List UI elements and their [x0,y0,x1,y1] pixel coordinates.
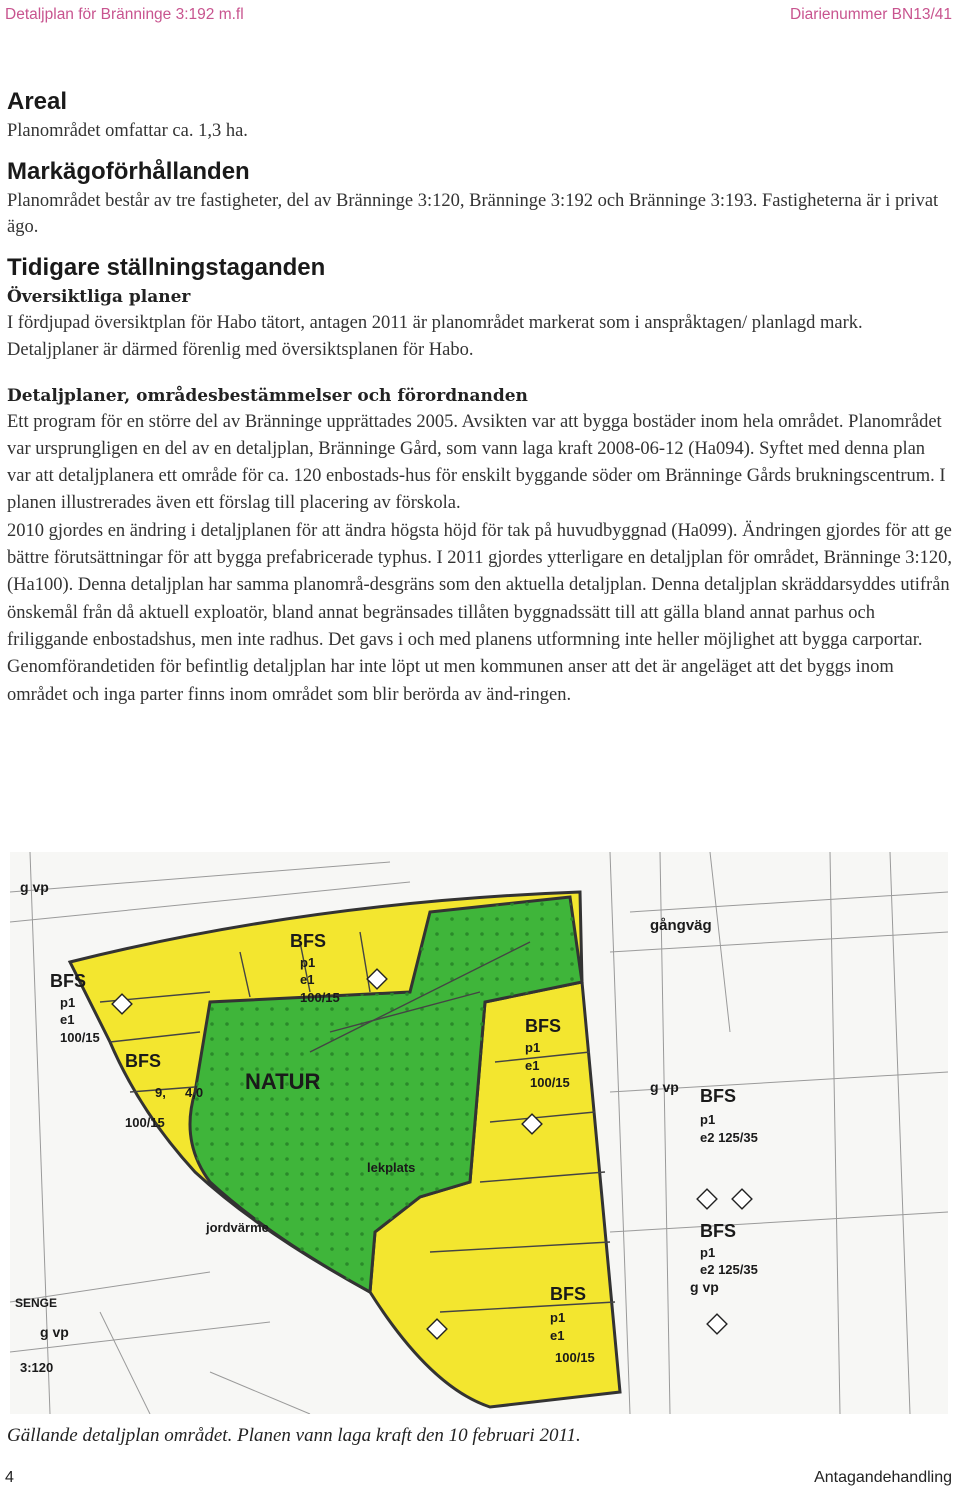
map-label-fastighet: 3:120 [20,1360,54,1375]
map-label-p1-3: p1 [525,1040,541,1055]
map-label-ratio-2: 100/15 [300,990,340,1005]
map-label-e1-2: e1 [300,972,315,987]
map-label-p1-6: p1 [550,1310,566,1325]
map-label-bfs-5: BFS [700,1086,736,1106]
text-detaljplaner-2: 2010 gjordes en ändring i detaljplanen för att ändra högsta höjd för tak på huvudbyggnad (Ha099). Ändringen gjordes för att ge bättre förutsättningar för att bygga prefabricerade typhus. I 2011 gjordes ytterligare en detaljplan för området, Bränninge 3:120, (Ha100). Denna detaljplan har samma planområ-desgräns som den aktuella detaljplan. Denna detaljplan skräddarsyddes utifrån önskemål från då aktuell exploatör, bland annat begränsades tillåten byggnadssätt till att gälla bland annat parhus och friliggande enbostadshus, men inte radhus. Det gavs i och med planens utformning inte heller möjlighet att bygga carportar. Genomförandetiden för befintlig detaljplan har inte löpt ut men kommunen anser att det är angeläget att det byggs inom området och inga parter finns inom området som blir berörda av änd-ringen. [7,520,953,705]
map-label-gangvag: gångväg [650,917,712,934]
map-label-gvp-3: g vp [690,1279,719,1295]
text-markagoforhallanden: Planområdet består av tre fastigheter, del av Bränninge 3:120, Bränninge 3:192 och Bränninge 3:193. Fastigheterna är i privat ägo. [7,191,939,237]
map-label-e2-2: e2 125/35 [700,1262,758,1277]
heading-areal: Areal [7,88,68,115]
map-label-ratio-5: 100/15 [555,1350,595,1365]
map-label-natur: NATUR [245,1069,321,1094]
map-label-senge: SENGE [15,1296,58,1310]
heading-detaljplaner: Detaljplaner, områdesbestämmelser och förordnanden [7,385,528,406]
document-body [7,86,953,709]
map-label-bfs-7: BFS [550,1284,586,1304]
map-label-e1-1: e1 [60,1012,75,1027]
map-label-bfs-3: BFS [290,931,326,951]
map-label-bfs-6: BFS [700,1221,736,1241]
page-number: 4 [5,1469,14,1486]
map-label-gvp-4: g vp [40,1324,69,1340]
map-label-e1-3: e1 [525,1058,540,1073]
footer-document-type: Antagandehandling [814,1469,952,1486]
text-areal: Planområdet omfattar ca. 1,3 ha. [7,121,248,141]
map-label-p1-1: p1 [60,995,76,1010]
map-label-ratio-1: 100/15 [60,1030,100,1045]
heading-markagoforhallanden: Markägoförhållanden [7,158,250,185]
map-label-bfs-4: BFS [525,1016,561,1036]
map-label-e1-4: e1 [550,1328,565,1343]
map-label-gvp-2: g vp [650,1079,679,1095]
map-label-ratio-3: 100/15 [530,1075,570,1090]
heading-tidigare: Tidigare ställningstaganden [7,254,326,281]
map-label-gvp-1: g vp [20,879,49,895]
map-label-p1-4: p1 [700,1112,716,1127]
heading-oversiktliga-planer: Översiktliga planer [7,287,191,307]
text-detaljplaner-1: Ett program för en större del av Bränninge upprättades 2005. Avsikten var att bygga bostäder inom hela området. Planområdet var ursprungligen en del av en detaljplan, Bränninge Gård, som vann laga kraft 2008-06-12 (Ha094). Syftet med denna plan var att detaljplanera ett område för ca. 120 enbostads-hus för enskilt byggande söder om Bränninge Gårds brukningscentrum. I planen illustrerades även ett förslag till placering av förskola. [7,411,946,514]
header-diarienummer: Diarienummer BN13/41 [790,6,952,23]
map-label-num9: 9, [155,1085,166,1100]
plan-map [10,852,948,1414]
map-label-num4: 4,0 [185,1085,204,1100]
map-label-p1-2: p1 [300,955,316,970]
text-oversiktliga-planer: I fördjupad översiktplan för Habo tätort, antagen 2011 är planområdet markerat som i anspråktagen/ planlagd mark. Detaljplaner är därmed förenlig med översiktsplanen för Habo. [7,313,863,361]
header-doc-title: Detaljplan för Bränninge 3:192 m.fl [5,6,244,23]
map-caption: Gällande detaljplan området. Planen vann laga kraft den 10 februari 2011. [7,1425,581,1446]
map-label-lekplats: lekplats [367,1160,416,1175]
map-label-e2-1: e2 125/35 [700,1130,758,1145]
map-label-bfs-2: BFS [125,1051,161,1071]
map-label-ratio-4: 100/15 [125,1115,165,1130]
map-label-jordvarme: jordvärme [206,1220,269,1235]
map-label-p1-5: p1 [700,1245,716,1260]
map-label-bfs-1: BFS [50,971,86,991]
